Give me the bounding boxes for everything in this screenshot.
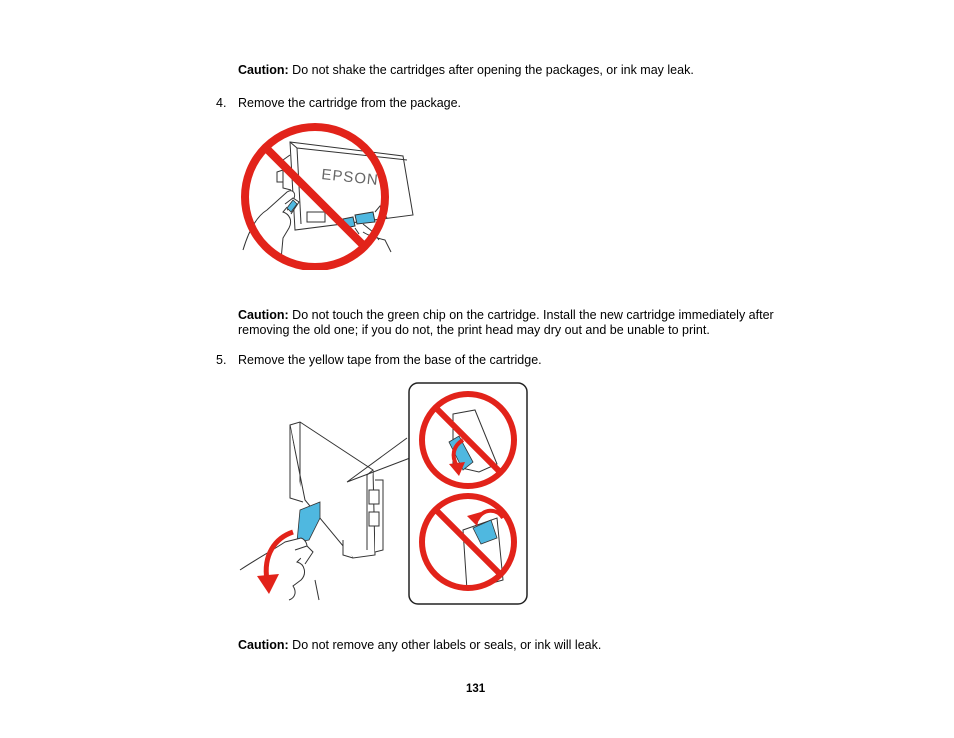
step-5 (216, 352, 542, 368)
caution-1-label: Caution: (238, 63, 289, 77)
cartridge-brand: EPSON (320, 166, 380, 189)
figure-do-not-touch-chip (235, 120, 420, 270)
step-5-number: 5. (216, 353, 227, 367)
caution-2-line-1: Do not touch the green chip on the cartridge. Install the new cartridge immediately after (292, 308, 774, 322)
caution-3-label: Caution: (238, 638, 289, 652)
caution-3 (238, 637, 601, 653)
step-4-text: Remove the cartridge from the package. (238, 96, 462, 110)
caution-3-text: Do not remove any other labels or seals, or ink will leak. (292, 638, 602, 652)
step-4-number: 4. (216, 96, 227, 110)
step-4 (216, 95, 461, 111)
caution-1 (238, 62, 694, 78)
cartridge-icon (277, 142, 413, 230)
caution-1-text: Do not shake the cartridges after opening the packages, or ink may leak. (292, 63, 694, 77)
hand-icon (240, 538, 319, 600)
caution-2 (238, 307, 774, 323)
caution-2-cont (238, 322, 710, 338)
page-number: 131 (466, 683, 486, 695)
figure-remove-tape (235, 380, 535, 610)
caution-2-label: Caution: (238, 308, 289, 322)
caution-2-line-2: removing the old one; if you do not, the print head may dry out and be unable to print. (238, 323, 710, 337)
step-5-text: Remove the yellow tape from the base of the cartridge. (238, 353, 542, 367)
